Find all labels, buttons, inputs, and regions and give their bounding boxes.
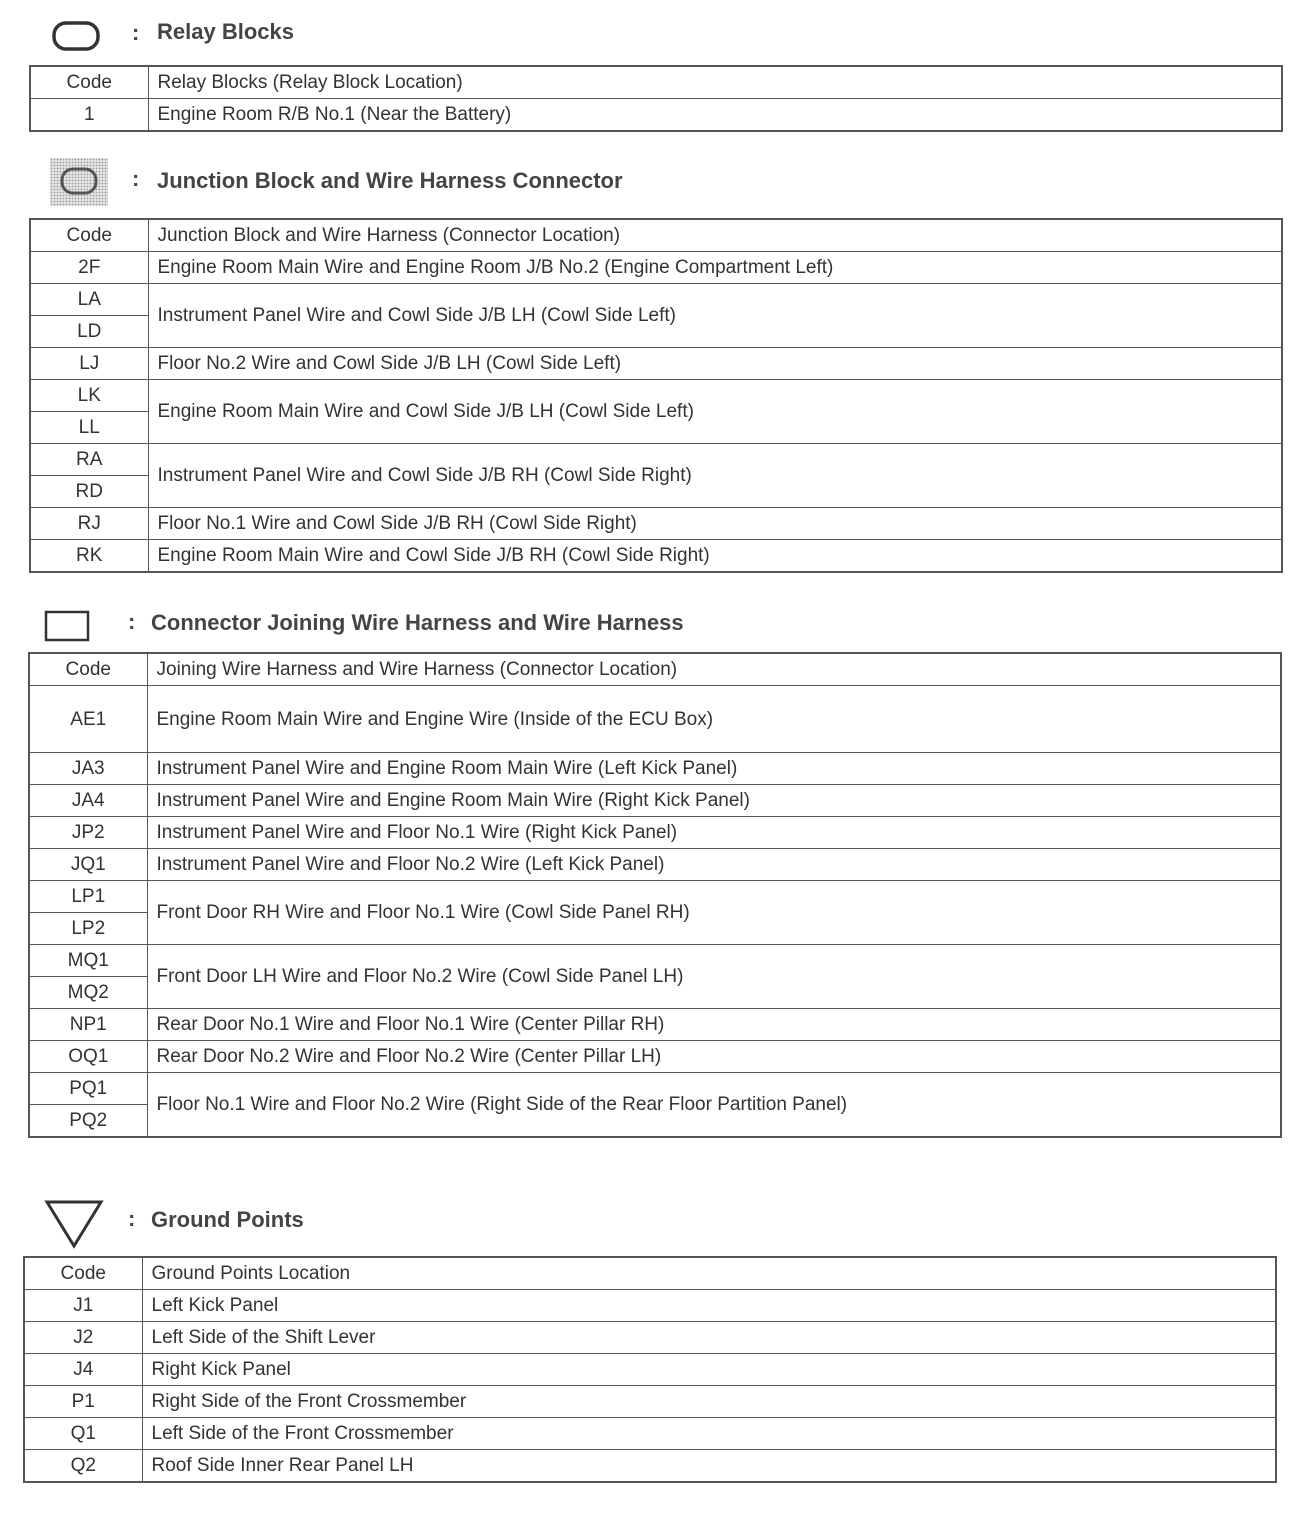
location-cell: Left Side of the Front Crossmember	[142, 1418, 1276, 1450]
location-cell: Engine Room R/B No.1 (Near the Battery)	[148, 99, 1282, 132]
code-cell: LD	[30, 316, 148, 348]
table-row	[30, 99, 1282, 132]
junction-blocks-title: Junction Block and Wire Harness Connector	[157, 168, 623, 193]
table-row	[24, 1450, 1276, 1483]
connectors-table	[28, 652, 1282, 1138]
code-cell: RA	[30, 444, 148, 476]
location-cell: Rear Door No.1 Wire and Floor No.1 Wire (Center Pillar RH)	[147, 1009, 1281, 1041]
location-column-header: Junction Block and Wire Harness (Connector Location)	[148, 219, 1282, 252]
table-row	[29, 686, 1281, 753]
location-column-header: Relay Blocks (Relay Block Location)	[148, 66, 1282, 99]
code-column-header: Code	[30, 219, 148, 252]
rounded-rectangle-icon	[52, 20, 100, 52]
table-row	[24, 1418, 1276, 1450]
location-cell: Left Side of the Shift Lever	[142, 1322, 1276, 1354]
heading-colon: :	[132, 166, 140, 191]
table-row	[29, 785, 1281, 817]
code-cell: RJ	[30, 508, 148, 540]
code-cell: JQ1	[29, 849, 147, 881]
code-cell: P1	[24, 1386, 142, 1418]
code-cell: OQ1	[29, 1041, 147, 1073]
table-row	[30, 380, 1282, 412]
location-cell: Instrument Panel Wire and Floor No.1 Wire (Right Kick Panel)	[147, 817, 1281, 849]
location-cell: Floor No.2 Wire and Cowl Side J/B LH (Cowl Side Left)	[148, 348, 1282, 380]
table-row	[24, 1354, 1276, 1386]
code-cell: J2	[24, 1322, 142, 1354]
ground-points-title: Ground Points	[151, 1207, 304, 1232]
code-cell: LA	[30, 284, 148, 316]
location-cell: Right Kick Panel	[142, 1354, 1276, 1386]
table-row	[30, 348, 1282, 380]
table-row	[29, 881, 1281, 913]
code-column-header: Code	[30, 66, 148, 99]
code-cell: J4	[24, 1354, 142, 1386]
location-cell: Engine Room Main Wire and Engine Wire (Inside of the ECU Box)	[147, 686, 1281, 753]
down-triangle-icon	[44, 1198, 104, 1250]
code-cell: RK	[30, 540, 148, 573]
code-cell: LP1	[29, 881, 147, 913]
heading-colon: :	[128, 1206, 136, 1231]
location-cell: Right Side of the Front Crossmember	[142, 1386, 1276, 1418]
location-cell: Front Door RH Wire and Floor No.1 Wire (Cowl Side Panel RH)	[147, 881, 1281, 945]
table-header-row	[30, 66, 1282, 99]
table-row	[29, 1041, 1281, 1073]
location-cell: Floor No.1 Wire and Floor No.2 Wire (Right Side of the Rear Floor Partition Panel)	[147, 1073, 1281, 1138]
location-cell: Engine Room Main Wire and Cowl Side J/B RH (Cowl Side Right)	[148, 540, 1282, 573]
table-row	[24, 1290, 1276, 1322]
table-row	[29, 753, 1281, 785]
table-row	[30, 252, 1282, 284]
code-column-header: Code	[29, 653, 147, 686]
code-cell: RD	[30, 476, 148, 508]
shaded-rounded-rectangle-icon	[50, 158, 108, 206]
table-row	[30, 508, 1282, 540]
location-cell: Engine Room Main Wire and Engine Room J/B No.2 (Engine Compartment Left)	[148, 252, 1282, 284]
location-cell: Roof Side Inner Rear Panel LH	[142, 1450, 1276, 1483]
table-row	[29, 1073, 1281, 1105]
relay-blocks-table	[29, 65, 1283, 132]
code-cell: LP2	[29, 913, 147, 945]
table-header-row	[30, 219, 1282, 252]
location-cell: Floor No.1 Wire and Cowl Side J/B RH (Cowl Side Right)	[148, 508, 1282, 540]
code-cell: J1	[24, 1290, 142, 1322]
table-row	[29, 945, 1281, 977]
table-row	[24, 1386, 1276, 1418]
location-cell: Front Door LH Wire and Floor No.2 Wire (Cowl Side Panel LH)	[147, 945, 1281, 1009]
code-cell: LK	[30, 380, 148, 412]
code-cell: Q2	[24, 1450, 142, 1483]
table-row	[29, 849, 1281, 881]
code-cell: 2F	[30, 252, 148, 284]
code-cell: Q1	[24, 1418, 142, 1450]
code-cell: JA4	[29, 785, 147, 817]
location-cell: Instrument Panel Wire and Engine Room Main Wire (Right Kick Panel)	[147, 785, 1281, 817]
code-cell: LJ	[30, 348, 148, 380]
code-cell: JA3	[29, 753, 147, 785]
connectors-title: Connector Joining Wire Harness and Wire Harness	[151, 610, 684, 635]
table-row	[29, 1009, 1281, 1041]
location-column-header: Ground Points Location	[142, 1257, 1276, 1290]
code-cell: AE1	[29, 686, 147, 753]
code-column-header: Code	[24, 1257, 142, 1290]
table-row	[30, 540, 1282, 573]
code-cell: PQ2	[29, 1105, 147, 1138]
location-cell: Rear Door No.2 Wire and Floor No.2 Wire (Center Pillar LH)	[147, 1041, 1281, 1073]
code-cell: JP2	[29, 817, 147, 849]
location-cell: Instrument Panel Wire and Cowl Side J/B LH (Cowl Side Left)	[148, 284, 1282, 348]
location-cell: Engine Room Main Wire and Cowl Side J/B LH (Cowl Side Left)	[148, 380, 1282, 444]
table-header-row	[24, 1257, 1276, 1290]
code-cell: 1	[30, 99, 148, 132]
code-cell: MQ1	[29, 945, 147, 977]
location-cell: Instrument Panel Wire and Floor No.2 Wire (Left Kick Panel)	[147, 849, 1281, 881]
ground-points-table	[23, 1256, 1277, 1483]
table-header-row	[29, 653, 1281, 686]
code-cell: LL	[30, 412, 148, 444]
location-column-header: Joining Wire Harness and Wire Harness (Connector Location)	[147, 653, 1281, 686]
heading-colon: :	[132, 20, 140, 45]
code-cell: PQ1	[29, 1073, 147, 1105]
location-cell: Left Kick Panel	[142, 1290, 1276, 1322]
table-row	[30, 284, 1282, 316]
table-row	[30, 444, 1282, 476]
location-cell: Instrument Panel Wire and Cowl Side J/B RH (Cowl Side Right)	[148, 444, 1282, 508]
code-cell: MQ2	[29, 977, 147, 1009]
code-cell: NP1	[29, 1009, 147, 1041]
junction-blocks-table	[29, 218, 1283, 573]
table-row	[24, 1322, 1276, 1354]
rectangle-icon	[44, 610, 92, 644]
table-row	[29, 817, 1281, 849]
heading-colon: :	[128, 609, 136, 634]
relay-blocks-title: Relay Blocks	[157, 19, 294, 44]
location-cell: Instrument Panel Wire and Engine Room Main Wire (Left Kick Panel)	[147, 753, 1281, 785]
